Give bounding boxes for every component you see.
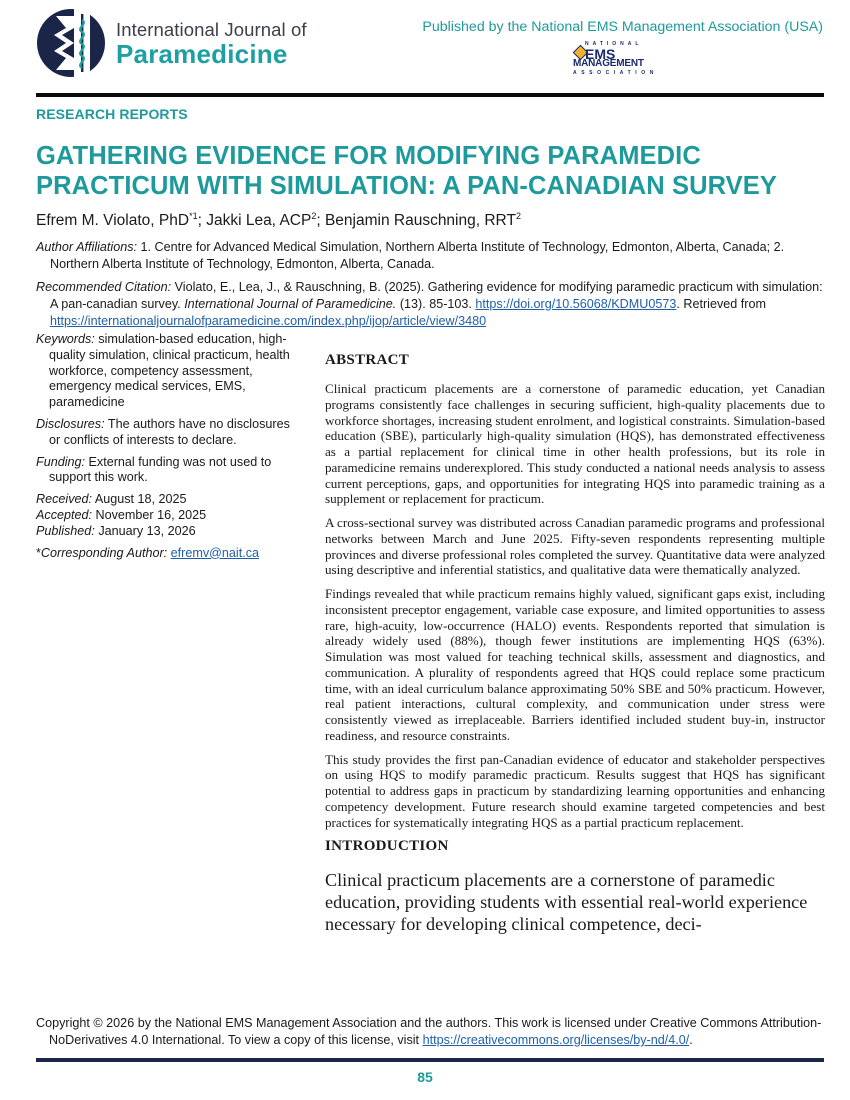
author-affiliation-marker: *1 <box>189 211 198 221</box>
section-label: RESEARCH REPORTS <box>36 106 188 122</box>
author-affiliations <box>36 239 826 273</box>
funding <box>36 455 298 487</box>
abstract-heading: ABSTRACT <box>325 352 410 368</box>
disclosures <box>36 417 298 449</box>
abstract-paragraph: A cross-sectional survey was distributed across Canadian paramedic programs and professional networks between March and June 2025. Fifty-seven respondents representing multiple provinces and diverse professional roles completed the survey. Quantitative data were analyzed using descriptive and inferential statistics, and qualitative data were thematically analyzed. <box>325 515 825 578</box>
received-value: August 18, 2025 <box>94 492 187 507</box>
license-link[interactable]: https://creativecommons.org/licenses/by-nd/4.0/ <box>422 1033 690 1047</box>
header-divider <box>36 93 824 97</box>
author-affiliation-marker: 2 <box>311 211 317 221</box>
received-date <box>36 492 298 508</box>
citation-issue: (13). 85-103. <box>399 297 472 311</box>
copyright-notice: Copyright © 2026 by the National EMS Management Association and the authors. This work is licensed under Creative Commons Attribution-NoDerivatives 4.0 International. To view a copy of this license, visit https://creativecommons.org/licenses/by-nd/4.0/. <box>36 1016 822 1047</box>
doi-link[interactable]: https://doi.org/10.56068/KDMU0573 <box>475 297 677 311</box>
ems-logo-top-text: NATIONAL <box>585 41 643 47</box>
keywords-label: Keywords: <box>36 332 95 346</box>
accepted-label: Accepted: <box>36 507 93 522</box>
nemsma-logo <box>573 43 658 77</box>
author-list <box>36 211 521 230</box>
citation-text: Violato, E., Lea, J., & Rauschning, B. (2025). Gathering evidence for modifying paramedic practicum with simulation: A pan-canadian survey. <box>50 280 823 311</box>
article-url-link[interactable]: https://internationaljournalofparamedicine.com/index.php/ijop/article/view/3480 <box>50 314 487 328</box>
journal-name-line2: Paramedicine <box>116 39 288 69</box>
author-separator: ; <box>316 212 325 229</box>
ems-logo-middle-text: MANAGEMENT <box>573 58 644 69</box>
footer-divider <box>36 1058 824 1062</box>
corresponding-label: Corresponding Author: <box>40 545 168 560</box>
publication-dates <box>36 492 298 539</box>
author-separator: ; <box>197 212 207 229</box>
received-label: Received: <box>36 492 93 507</box>
recommended-citation: Recommended Citation: Violato, E., Lea, J., & Rauschning, B. (2025). Gathering evidence for modifying paramedic practicum with simulation: A pan-canadian survey. International Journal of Paramedicine. (13). 85-103. https://doi.org/10.56068/KDMU0573. Retrieved from https://internationaljournalofparamedicine.com/index.php/ijop/article/view/3480 <box>36 280 823 328</box>
affiliations-label: Author Affiliations: <box>36 240 138 254</box>
author-name: Benjamin Rauschning, RRT <box>324 212 516 229</box>
article-title: GATHERING EVIDENCE FOR MODIFYING PARAMEDIC PRACTICUM WITH SIMULATION: A PAN-CANADIAN SURVEY <box>36 142 777 200</box>
asterisk-marker: * <box>36 545 41 560</box>
journal-logo <box>36 8 336 78</box>
introduction-heading: INTRODUCTION <box>325 838 449 855</box>
accepted-value: November 16, 2025 <box>95 507 207 522</box>
published-date <box>36 524 298 540</box>
abstract-paragraph: Clinical practicum placements are a cornerstone of paramedic education, yet Canadian programs consistently face challenges in securing sufficient, high-quality placements due to workforce shortages, increasing student enrolment, and logistical constraints. Simulation-based education (SBE), particularly high-quality simulation (HQS), has demonstrated effectiveness as a partial replacement for clinical time in other health professions, but its role in paramedicine remains underexplored. This study conducted a national needs analysis to assess current perceptions, gaps, and opportunities for integrating HQS into paramedic training as a supplement or replacement for practicum. <box>325 381 825 507</box>
journal-name-line1: International Journal of <box>116 19 307 40</box>
citation-journal: International Journal of Paramedicine. <box>184 297 397 311</box>
publisher-statement: Published by the National EMS Management Association (USA) <box>422 19 823 35</box>
retrieved-prefix: Retrieved from <box>683 297 766 311</box>
author-name: Jakki Lea, ACP <box>206 212 312 229</box>
published-label: Published: <box>36 523 95 538</box>
corresponding-author <box>36 546 298 562</box>
introduction-paragraph: Clinical practicum placements are a cornerstone of paramedic education, providing students with essential real-world experience necessary for developing clinical competence, deci- <box>325 870 808 935</box>
ems-logo-bottom-text: ASSOCIATION <box>573 70 658 76</box>
article-info-sidebar <box>36 332 298 561</box>
star-of-life-logo-icon <box>36 8 106 78</box>
funding-label: Funding: <box>36 454 86 469</box>
abstract-paragraph: Findings revealed that while practicum remains highly valued, significant gaps exist, including inconsistent preceptor engagement, variable case exposure, and limited opportunities to assess rare, high-acuity, low-occurrence (HALO) events. Respondents reported that simulation is already widely used (88%), though fewer institutions are implementing HQS (63%). Simulation was most valued for teaching technical skills, assessment and diagnostics, and communication. A plurality of respondents agreed that HQS could replace some practicum time, with an ideal curriculum balance approximating 50% SBE and 50% practicum. However, real patient interactions, cultural complexity, and communication under stress were consistently viewed as irreplaceable. Barriers identified included student buy-in, instructor readiness, and resource constraints. <box>325 586 825 743</box>
page-number: 85 <box>417 1069 433 1085</box>
author-name: Efrem M. Violato, PhD <box>36 212 190 229</box>
main-column <box>325 352 825 935</box>
author-affiliation-marker: 2 <box>515 211 521 221</box>
copyright-text: Copyright © 2026 by the National EMS Management Association and the authors. This work is licensed under Creative Commons Attribution-NoDerivatives 4.0 International. To view a copy of this license, visit <box>36 1016 822 1047</box>
citation-label: Recommended Citation: <box>36 280 172 294</box>
corresponding-email-link[interactable]: efremv@nait.ca <box>170 545 260 560</box>
ems-logo-main-text: EMS <box>585 46 616 62</box>
abstract-paragraph: This study provides the first pan-Canadian evidence of educator and stakeholder perspectives on using HQS to modify paramedic practicum. Results suggest that HQS has significant potential to address gaps in practicum by standardizing learning opportunities and enhancing competency development. Future research should examine targeted competencies and best practices for systematically integrating HQS as a partial practicum replacement. <box>325 751 825 830</box>
affiliations-text: 1. Centre for Advanced Medical Simulation, Northern Alberta Institute of Technology, Edmonton, Alberta, Canada; 2. Northern Alberta Institute of Technology, Edmonton, Alberta, Canada. <box>50 240 785 271</box>
disclosures-text: The authors have no disclosures or conflicts of interests to declare. <box>49 416 290 447</box>
keywords <box>36 332 298 411</box>
accepted-date <box>36 508 298 524</box>
funding-text: External funding was not used to support this work. <box>49 454 272 485</box>
journal-name <box>116 20 307 68</box>
published-value: January 13, 2026 <box>98 523 196 538</box>
disclosures-label: Disclosures: <box>36 416 105 431</box>
keywords-text: simulation-based education, high-quality simulation, clinical practicum, health workforce, competency assessment, emergency medical services, EMS, paramedicine <box>49 332 290 410</box>
